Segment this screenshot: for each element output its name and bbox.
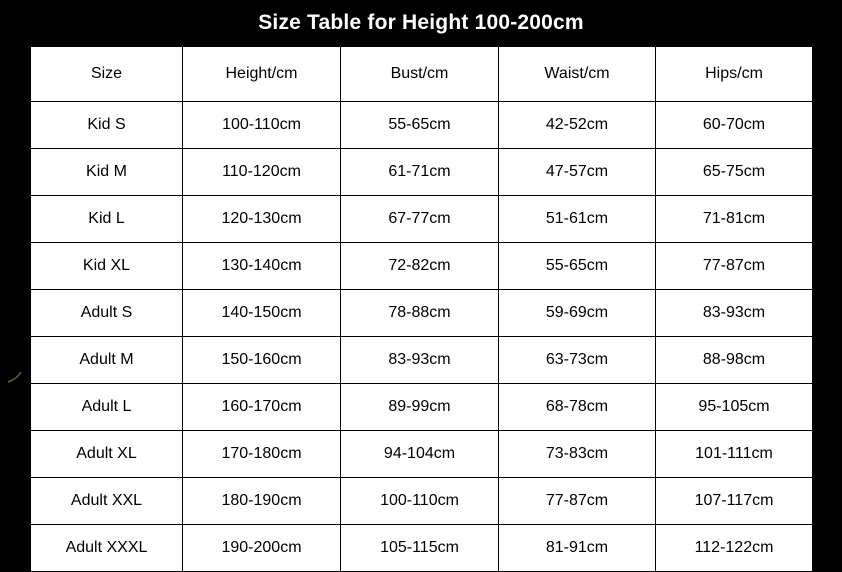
cell-hips: 107-117cm: [656, 478, 813, 525]
cell-height: 140-150cm: [183, 290, 341, 337]
table-row: [31, 102, 813, 149]
table-row: [31, 478, 813, 525]
cell-waist: 77-87cm: [499, 478, 656, 525]
cell-hips: 60-70cm: [656, 102, 813, 149]
cell-height: 190-200cm: [183, 525, 341, 572]
table-row: [31, 384, 813, 431]
cell-bust: 67-77cm: [341, 196, 499, 243]
cell-hips: 95-105cm: [656, 384, 813, 431]
cell-size: Adult M: [31, 337, 183, 384]
cell-size: Kid M: [31, 149, 183, 196]
cell-height: 160-170cm: [183, 384, 341, 431]
cell-waist: 63-73cm: [499, 337, 656, 384]
cell-bust: 94-104cm: [341, 431, 499, 478]
cell-height: 170-180cm: [183, 431, 341, 478]
cell-bust: 78-88cm: [341, 290, 499, 337]
cell-size: Kid S: [31, 102, 183, 149]
cell-waist: 55-65cm: [499, 243, 656, 290]
cell-height: 130-140cm: [183, 243, 341, 290]
cell-waist: 73-83cm: [499, 431, 656, 478]
cell-waist: 47-57cm: [499, 149, 656, 196]
cell-bust: 100-110cm: [341, 478, 499, 525]
cell-size: Adult XL: [31, 431, 183, 478]
column-header-bust: Bust/cm: [341, 47, 499, 102]
cell-size: Adult XXL: [31, 478, 183, 525]
column-header-size: Size: [31, 47, 183, 102]
table-row: [31, 196, 813, 243]
cell-size: Adult XXXL: [31, 525, 183, 572]
table-row: [31, 290, 813, 337]
column-header-waist: Waist/cm: [499, 47, 656, 102]
size-table: [30, 46, 813, 572]
column-header-height: Height/cm: [183, 47, 341, 102]
cell-height: 180-190cm: [183, 478, 341, 525]
cell-waist: 81-91cm: [499, 525, 656, 572]
cell-height: 150-160cm: [183, 337, 341, 384]
table-body: [31, 102, 813, 572]
table-header: [31, 47, 813, 102]
table-row: [31, 337, 813, 384]
cell-hips: 88-98cm: [656, 337, 813, 384]
decorative-corner-icon: [8, 368, 30, 390]
cell-size: Kid L: [31, 196, 183, 243]
table-header-row: [31, 47, 813, 102]
table-row: [31, 525, 813, 572]
cell-bust: 105-115cm: [341, 525, 499, 572]
page-title: Size Table for Height 100-200cm: [258, 11, 584, 34]
cell-hips: 71-81cm: [656, 196, 813, 243]
cell-height: 100-110cm: [183, 102, 341, 149]
table-row: [31, 431, 813, 478]
cell-size: Adult L: [31, 384, 183, 431]
cell-hips: 112-122cm: [656, 525, 813, 572]
cell-height: 110-120cm: [183, 149, 341, 196]
cell-bust: 61-71cm: [341, 149, 499, 196]
cell-waist: 59-69cm: [499, 290, 656, 337]
table-row: [31, 243, 813, 290]
cell-waist: 42-52cm: [499, 102, 656, 149]
cell-bust: 89-99cm: [341, 384, 499, 431]
cell-hips: 77-87cm: [656, 243, 813, 290]
cell-size: Kid XL: [31, 243, 183, 290]
cell-waist: 68-78cm: [499, 384, 656, 431]
cell-hips: 65-75cm: [656, 149, 813, 196]
cell-hips: 83-93cm: [656, 290, 813, 337]
cell-height: 120-130cm: [183, 196, 341, 243]
cell-hips: 101-111cm: [656, 431, 813, 478]
cell-size: Adult S: [31, 290, 183, 337]
column-header-hips: Hips/cm: [656, 47, 813, 102]
cell-waist: 51-61cm: [499, 196, 656, 243]
title-bar: [0, 0, 842, 46]
cell-bust: 83-93cm: [341, 337, 499, 384]
size-table-container: [30, 46, 812, 558]
cell-bust: 72-82cm: [341, 243, 499, 290]
table-row: [31, 149, 813, 196]
cell-bust: 55-65cm: [341, 102, 499, 149]
